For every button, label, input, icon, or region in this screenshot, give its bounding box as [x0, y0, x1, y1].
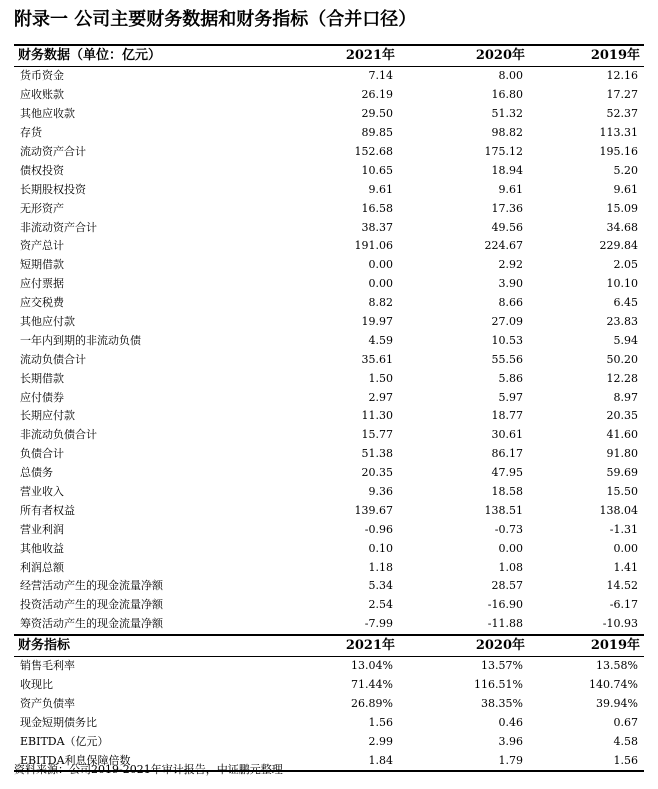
financial-data-table-row: [14, 483, 644, 502]
financial-indicator-header-row: [14, 635, 644, 657]
financial-data-row-value: 195.16: [599, 145, 638, 158]
financial-data-row-value: 20.35: [606, 409, 638, 423]
financial-data-table-row: [14, 256, 644, 275]
financial-data-table-row: [14, 161, 644, 180]
financial-data-row-value: 98.82: [491, 126, 523, 140]
financial-data-row-value: 8.00: [498, 69, 523, 83]
financial-indicator-table-row: [14, 732, 644, 751]
financial-data-header-row: [14, 45, 644, 67]
financial-data-table-row: [14, 464, 644, 483]
financial-data-row-value: 10.65: [361, 163, 393, 177]
financial-data-table-row: [14, 445, 644, 464]
financial-data-row-label: 投资活动产生的现金流量净额: [20, 598, 163, 612]
financial-indicator-row-value: 0.46: [498, 715, 523, 729]
financial-data-row-label: 流动负债合计: [20, 352, 86, 366]
financial-data-row-label: 长期应付款: [20, 409, 75, 423]
financial-data-row-value: 15.09: [606, 201, 638, 215]
financial-data-row-value: 9.61: [613, 182, 638, 196]
financial-data-row-label: 长期借款: [20, 371, 64, 385]
financial-table: [14, 44, 644, 772]
financial-data-row-value: 30.61: [491, 428, 523, 442]
financial-data-row-value: 51.38: [361, 447, 393, 461]
financial-data-row-value: 139.67: [354, 503, 393, 517]
financial-data-row-label: 其他应付款: [20, 315, 75, 329]
financial-data-row-value: -10.93: [529, 615, 644, 635]
financial-data-table-row: [14, 596, 644, 615]
financial-data-row-value: 8.66: [498, 296, 523, 310]
financial-data-row-value: 5.94: [613, 333, 638, 347]
financial-data-row-label: 长期股权投资: [20, 182, 86, 196]
financial-data-row-value: 35.61: [361, 352, 393, 366]
financial-data-row-value: 5.34: [368, 579, 393, 593]
financial-data-row-value: 2.54: [368, 598, 393, 612]
financial-indicator-row-label: EBITDA（亿元）: [20, 734, 109, 748]
financial-data-row-value: 138.51: [484, 503, 523, 517]
financial-data-row-value: 51.32: [491, 107, 523, 121]
financial-data-table-row: [14, 407, 644, 426]
financial-data-row-value: 52.37: [606, 107, 638, 121]
financial-data-row-value: 1.41: [613, 560, 638, 574]
source-note: 资料来源：公司2019-2021年审计报告，中证鹏元整理: [14, 763, 283, 776]
financial-data-row-value: 10.10: [606, 277, 638, 291]
financial-data-row-label: 筹资活动产生的现金流量净额: [14, 615, 314, 635]
financial-data-row-value: 15.77: [361, 428, 393, 442]
financial-data-row-value: 5.86: [498, 371, 523, 385]
financial-data-row-value: 12.16: [606, 69, 638, 83]
financial-data-row-label: 其他收益: [20, 541, 64, 555]
financial-data-row-value: -1.31: [609, 522, 638, 536]
financial-data-row-value: 18.77: [491, 409, 523, 423]
financial-indicator-row-value: 0.67: [613, 715, 638, 729]
financial-data-row-label: 存货: [20, 126, 42, 140]
financial-indicator-header-year: 2020年: [399, 635, 529, 657]
financial-indicator-row-value: 39.94%: [596, 696, 638, 710]
financial-indicator-row-value: 1.56: [529, 751, 644, 771]
financial-data-row-value: -11.88: [399, 615, 529, 635]
financial-data-row-value: 9.61: [498, 182, 523, 196]
financial-data-table-row: [14, 105, 644, 124]
financial-data-row-value: 29.50: [361, 107, 393, 121]
financial-data-table-row: [14, 275, 644, 294]
financial-data-table-row: [14, 615, 644, 635]
financial-data-row-label: 总债务: [20, 466, 53, 480]
financial-data-table-row: [14, 539, 644, 558]
financial-indicator-row-value: 1.56: [368, 715, 393, 729]
financial-data-row-value: 27.09: [491, 315, 523, 329]
financial-indicator-row-value: 13.04%: [351, 659, 393, 673]
financial-data-row-value: 26.19: [361, 88, 393, 102]
page-title: 附录一 公司主要财务数据和财务指标（合并口径）: [14, 9, 417, 30]
financial-indicator-header-label: 财务指标: [14, 635, 314, 657]
financial-data-table-row: [14, 67, 644, 86]
financial-data-row-value: 86.17: [491, 447, 523, 461]
financial-data-row-value: 5.97: [498, 390, 523, 404]
financial-indicator-row-value: 116.51%: [474, 678, 523, 692]
financial-indicator-row-label: EBITDA利息保障倍数: [14, 751, 314, 771]
financial-data-header-label: 财务数据（单位：亿元）: [14, 45, 314, 67]
financial-data-row-value: 18.58: [491, 485, 523, 499]
financial-indicator-row-label: 销售毛利率: [20, 659, 75, 673]
financial-data-row-label: 应付债券: [20, 390, 64, 404]
financial-indicator-row-value: 13.58%: [596, 659, 638, 673]
financial-data-table-row: [14, 86, 644, 105]
financial-data-row-value: 19.97: [361, 315, 393, 329]
financial-data-row-value: -7.99: [314, 615, 399, 635]
financial-data-row-value: 17.27: [606, 88, 638, 102]
financial-data-header-year: 2019年: [529, 45, 644, 67]
financial-indicator-table-row: [14, 713, 644, 732]
financial-data-row-value: 113.31: [599, 126, 638, 140]
financial-data-row-value: 49.56: [491, 220, 523, 234]
financial-data-table-row: [14, 577, 644, 596]
financial-data-row-label: 经营活动产生的现金流量净额: [20, 579, 163, 593]
financial-indicator-table-row: [14, 676, 644, 695]
financial-data-row-value: 41.60: [606, 428, 638, 442]
financial-data-row-label: 非流动负债合计: [20, 428, 97, 442]
financial-data-header-year: 2020年: [399, 45, 529, 67]
financial-data-row-value: 0.00: [498, 541, 523, 555]
financial-indicator-row-value: 26.89%: [351, 696, 393, 710]
financial-data-table-row: [14, 180, 644, 199]
financial-data-table-row: [14, 218, 644, 237]
financial-data-row-value: 1.08: [498, 560, 523, 574]
financial-data-row-value: 1.18: [368, 560, 393, 574]
financial-indicator-header-year: 2021年: [314, 635, 399, 657]
financial-data-row-value: 0.00: [368, 258, 393, 272]
financial-data-row-value: 0.00: [368, 277, 393, 291]
financial-indicator-row-label: 收现比: [20, 678, 53, 692]
financial-data-row-value: 2.05: [613, 258, 638, 272]
financial-data-row-value: 138.04: [599, 503, 638, 517]
financial-data-row-value: 2.92: [498, 258, 523, 272]
financial-indicator-table-row: [14, 656, 644, 675]
financial-indicator-row-value: 1.84: [314, 751, 399, 771]
financial-data-row-label: 债权投资: [20, 163, 64, 177]
financial-data-row-value: 11.30: [361, 409, 393, 423]
financial-data-row-value: 47.95: [491, 466, 523, 480]
financial-data-table-row: [14, 350, 644, 369]
financial-data-table-row: [14, 124, 644, 143]
financial-data-row-label: 一年内到期的非流动负债: [20, 333, 141, 347]
financial-data-row-label: 利润总额: [20, 560, 64, 574]
financial-data-row-value: 12.28: [606, 371, 638, 385]
financial-data-row-value: 9.61: [368, 182, 393, 196]
financial-data-row-label: 其他应收款: [20, 107, 75, 121]
financial-data-row-value: 91.80: [606, 447, 638, 461]
financial-data-row-value: 4.59: [368, 333, 393, 347]
financial-data-row-value: 8.82: [368, 296, 393, 310]
financial-data-row-value: 7.14: [368, 69, 393, 83]
financial-indicator-row-value: 2.99: [368, 734, 393, 748]
financial-data-row-value: 18.94: [491, 163, 523, 177]
financial-data-row-value: 6.45: [613, 296, 638, 310]
financial-indicator-row-value: 4.58: [613, 734, 638, 748]
financial-data-table-row: [14, 331, 644, 350]
financial-data-row-value: 5.20: [613, 163, 638, 177]
financial-data-row-value: 175.12: [484, 145, 523, 158]
financial-data-row-value: 9.36: [368, 485, 393, 499]
financial-data-row-value: 10.53: [491, 333, 523, 347]
financial-data-row-label: 应付票据: [20, 277, 64, 291]
financial-data-row-value: 17.36: [491, 201, 523, 215]
financial-data-row-value: 34.68: [606, 220, 638, 234]
financial-data-row-value: 0.00: [613, 541, 638, 555]
financial-data-row-value: 8.97: [613, 390, 638, 404]
financial-data-row-label: 短期借款: [20, 258, 64, 272]
financial-data-row-value: 152.68: [354, 145, 393, 158]
financial-data-row-value: 28.57: [491, 579, 523, 593]
financial-data-table-row: [14, 313, 644, 332]
financial-indicator-row-value: 38.35%: [481, 696, 523, 710]
financial-data-row-label: 应交税费: [20, 296, 64, 310]
financial-data-row-value: 89.85: [361, 126, 393, 140]
financial-data-row-label: 应收账款: [20, 88, 64, 102]
financial-data-row-value: 3.90: [498, 277, 523, 291]
financial-data-row-label: 流动资产合计: [20, 145, 86, 158]
financial-data-row-value: 0.10: [368, 541, 393, 555]
financial-data-row-value: 55.56: [491, 352, 523, 366]
financial-table-body: [14, 45, 644, 771]
financial-data-header-year: 2021年: [314, 45, 399, 67]
financial-indicator-row-value: 3.96: [498, 734, 523, 748]
financial-indicator-row-value: 71.44%: [351, 678, 393, 692]
financial-data-row-value: 224.67: [484, 239, 523, 253]
financial-data-table-row: [14, 520, 644, 539]
financial-data-row-label: 营业利润: [20, 522, 64, 536]
financial-data-row-value: 16.80: [491, 88, 523, 102]
financial-data-row-label: 负债合计: [20, 447, 64, 461]
financial-indicator-row-value: 1.79: [399, 751, 529, 771]
financial-data-row-label: 无形资产: [20, 201, 64, 215]
financial-data-row-value: -6.17: [609, 598, 638, 612]
financial-data-table-row: [14, 501, 644, 520]
financial-data-table-row: [14, 369, 644, 388]
financial-data-row-value: 229.84: [599, 239, 638, 253]
financial-data-row-value: 38.37: [361, 220, 393, 234]
financial-data-table-row: [14, 558, 644, 577]
financial-indicator-header-year: 2019年: [529, 635, 644, 657]
financial-data-row-value: -0.73: [494, 522, 523, 536]
financial-data-row-value: 23.83: [606, 315, 638, 329]
financial-data-row-value: 20.35: [361, 466, 393, 480]
financial-data-row-value: 15.50: [606, 485, 638, 499]
financial-data-row-value: 2.97: [368, 390, 393, 404]
financial-data-row-value: 14.52: [606, 579, 638, 593]
financial-data-table-row: [14, 143, 644, 162]
financial-data-row-value: -0.96: [364, 522, 393, 536]
financial-data-row-value: 50.20: [606, 352, 638, 366]
financial-data-table-row: [14, 294, 644, 313]
financial-data-row-value: 1.50: [368, 371, 393, 385]
financial-indicator-row-label: 资产负债率: [20, 696, 75, 710]
financial-data-row-value: -16.90: [487, 598, 523, 612]
financial-data-row-value: 191.06: [354, 239, 393, 253]
financial-data-table-row: [14, 237, 644, 256]
financial-data-row-label: 营业收入: [20, 485, 64, 499]
financial-table-container: [14, 44, 644, 772]
financial-data-row-label: 非流动资产合计: [20, 220, 97, 234]
financial-data-table-row: [14, 426, 644, 445]
financial-data-row-value: 59.69: [606, 466, 638, 480]
financial-indicator-table-row: [14, 695, 644, 714]
financial-data-row-value: 16.58: [361, 201, 393, 215]
financial-data-row-label: 资产总计: [20, 239, 64, 253]
financial-data-table-row: [14, 199, 644, 218]
financial-data-table-row: [14, 388, 644, 407]
financial-indicator-row-value: 140.74%: [589, 678, 638, 692]
financial-indicator-row-value: 13.57%: [481, 659, 523, 673]
financial-indicator-row-label: 现金短期债务比: [20, 715, 97, 729]
financial-data-row-label: 所有者权益: [20, 503, 75, 517]
financial-data-row-label: 货币资金: [20, 69, 64, 83]
